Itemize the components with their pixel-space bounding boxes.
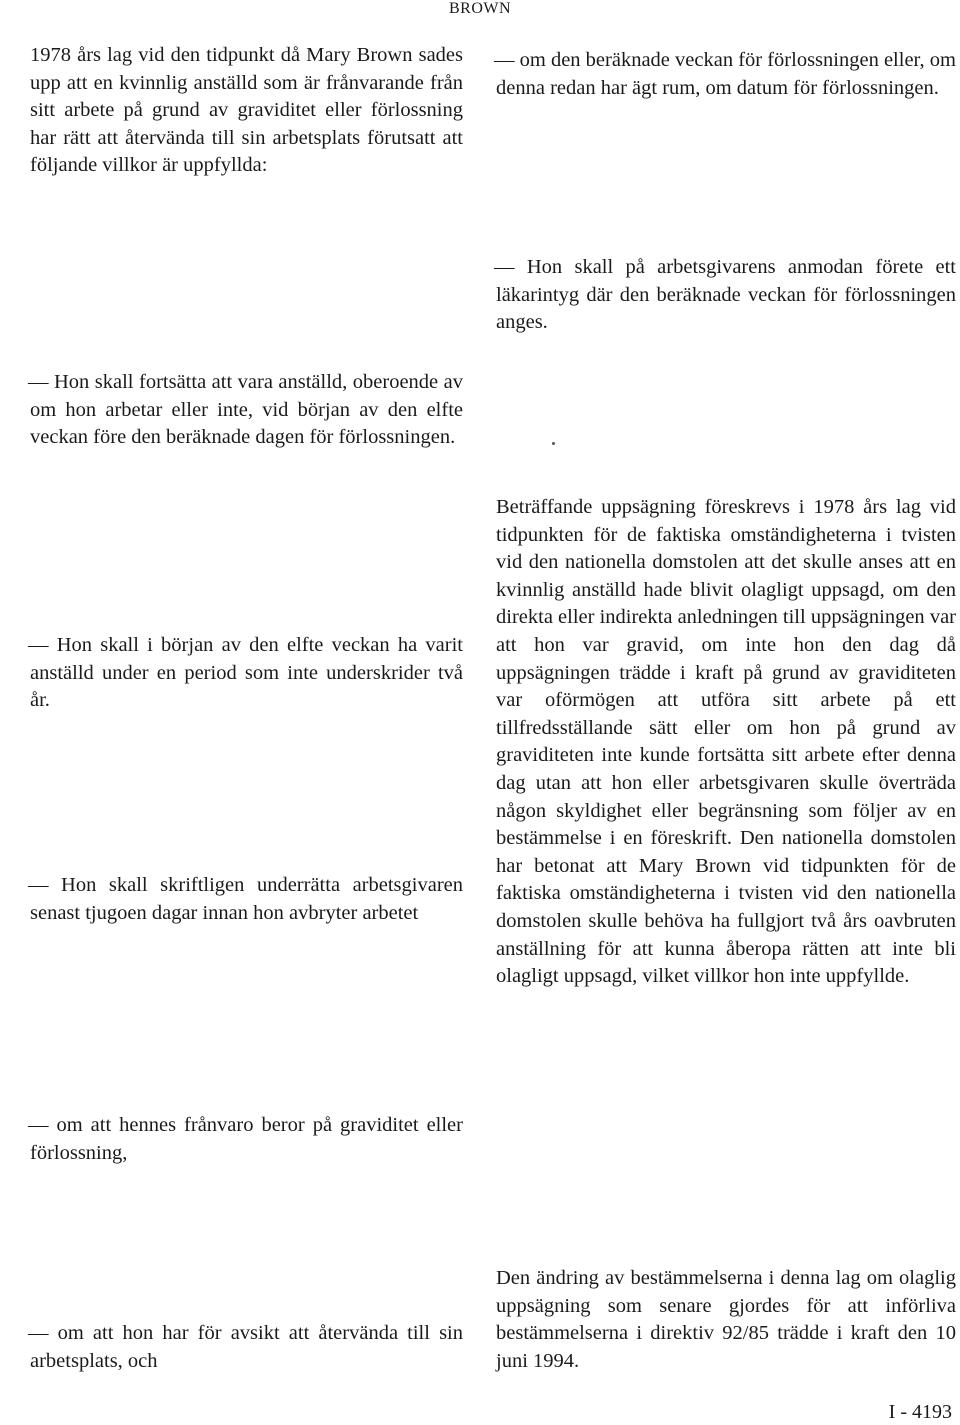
right-condition-delivery-week: — om den beräknade veckan för förlossningen eller, om denna redan har ägt rum, om datum för förlossningen. [494,49,956,99]
stray-dot [552,442,555,445]
right-paragraph-amendment: Den ändring av bestämmelserna i denna lag om olaglig uppsägning som senare gjordes för att införliva bestämmelserna i direktiv 92/85 trädde i kraft den 10 juni 1994. [496,1267,956,1372]
left-paragraph-intro: 1978 års lag vid den tidpunkt då Mary Brown sades upp att en kvinnlig anställd som är frånvarande från sitt arbete på grund av graviditet eller förlossning har rätt att återvända till sin arbetsplats förutsatt att följande villkor är uppfyllda: [30,44,463,177]
left-condition-employment: — Hon skall fortsätta att vara anställd, oberoende av om hon arbetar eller inte, vid början av den elfte veckan före den beräknade dagen för förlossningen. [28,371,463,449]
right-paragraph-dismissal: Beträffande uppsägning föreskrevs i 1978 års lag vid tidpunkten för de faktiska omständigheterna i tvisten vid den nationella domstolen att det skulle anses att en kvinnlig anställd hade blivit olagligt uppsagd, om den direkta eller indirekta anledningen till uppsägningen var att hon var gravid, om inte hon den dag då uppsägningen trädde i kraft på grund av graviditeten var oförmögen att utföra sitt arbete på ett tillfredsställande sätt eller om hon på grund av graviditeten inte kunde fortsätta sitt arbete efter denna dag utan att hon eller arbetsgivaren skulle överträda någon skyldighet eller begränsning som följer av en bestämmelse i en föreskrift. Den nationella domstolen har betonat att Mary Brown vid tidpunkten för de faktiska omständigheterna i tvisten vid den nationella domstolen skulle behöva ha fullgjort två års oavbruten anställning för att kunna åberopa rätten att inte bli olagligt uppsagd, vilket villkor hon inte uppfyllde. [496,496,956,988]
running-header: BROWN [448,0,512,17]
left-condition-return-intent: — om att hon har för avsikt att återvända till sin arbetsplats, och [28,1322,463,1372]
left-condition-absence-reason: — om att hennes frånvaro beror på graviditet eller förlossning, [28,1114,463,1164]
right-condition-medical-certificate: — Hon skall på arbetsgivarens anmodan förete ett läkarintyg där den beräknade veckan för förlossningen anges. [494,256,956,334]
page-number: I - 4193 [888,1401,952,1423]
left-condition-written-notice: — Hon skall skriftligen underrätta arbetsgivaren senast tjugoen dagar innan hon avbryter arbetet [28,874,463,924]
left-condition-two-years: — Hon skall i början av den elfte veckan ha varit anställd under en period som inte underskrider två år. [28,634,463,712]
